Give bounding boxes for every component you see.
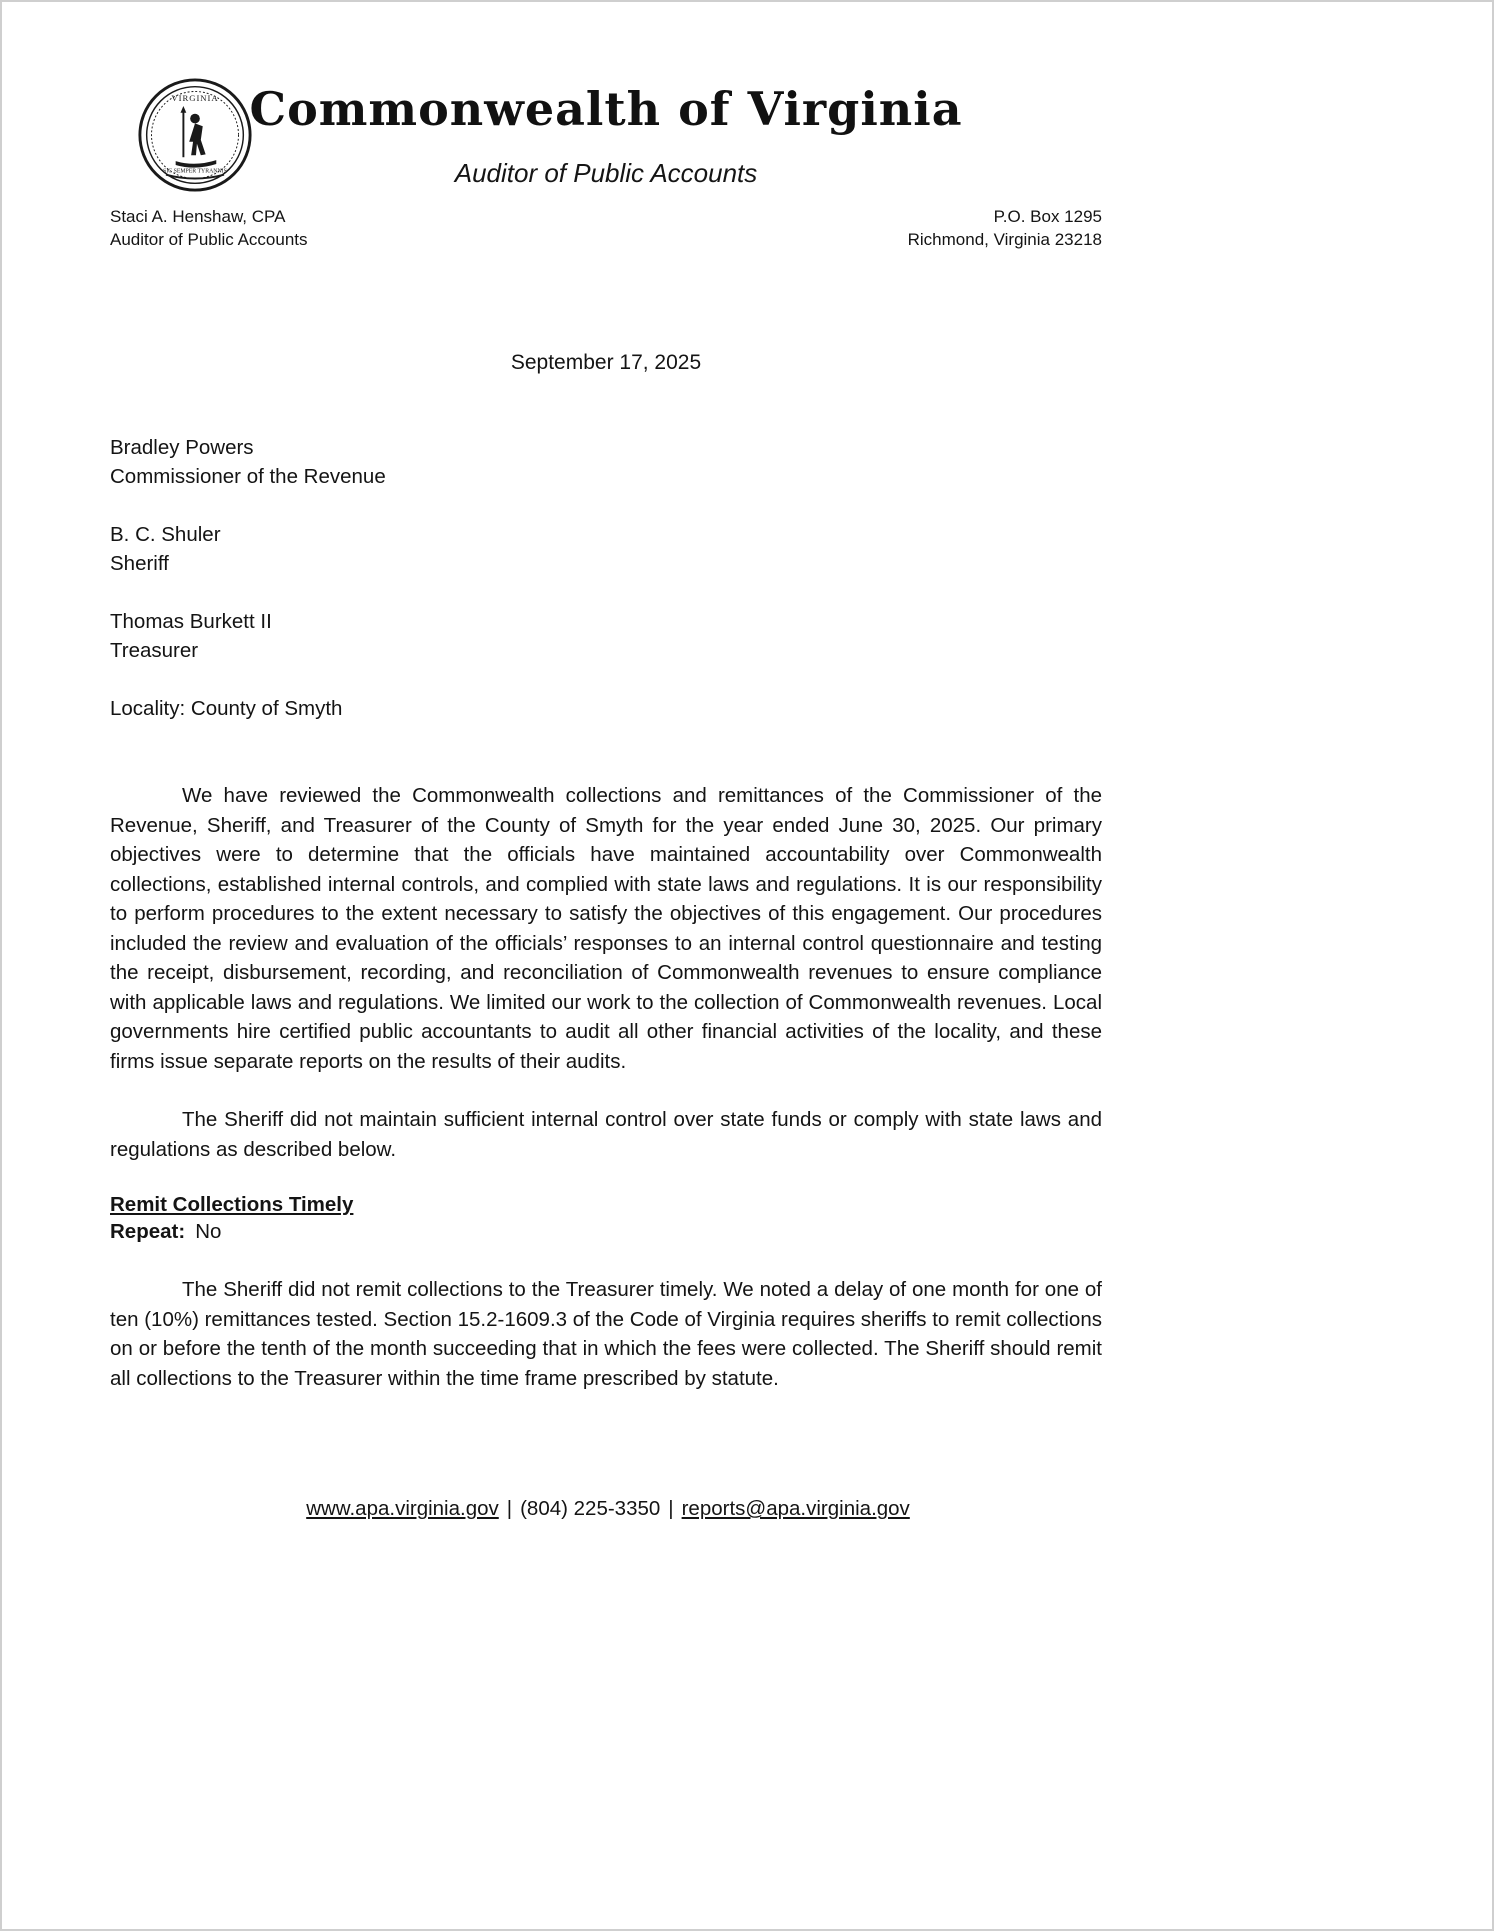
svg-text:VIRGINIA: VIRGINIA (171, 93, 219, 104)
phone-number: (804) 225-3350 (520, 1497, 661, 1520)
recipient-name: Bradley Powers (110, 436, 254, 459)
recipient-block (110, 520, 1102, 578)
letterhead-contacts (110, 205, 1102, 251)
recipient-block (110, 607, 1102, 665)
body-paragraph-3: The Sheriff did not remit collections to the Treasurer timely. We noted a delay of one month for one of ten (10%) remittances tested. Section 15.2-1609.3 of the Code of Virginia requires sheriffs to remit collections on or before the tenth of the month succeeding that in which the fees were collected. The Sheriff should remit all collections to the Treasurer within the time frame prescribed by statute. (110, 1278, 1102, 1390)
footer-separator: | (506, 1497, 513, 1520)
letter-date: September 17, 2025 (510, 351, 702, 374)
recipient-title: Treasurer (110, 639, 199, 662)
recipient-name: Thomas Burkett II (110, 610, 272, 633)
svg-text:SIC SEMPER TYRANNIS: SIC SEMPER TYRANNIS (163, 168, 227, 175)
recipient-title: Commissioner of the Revenue (110, 465, 386, 488)
email-link[interactable]: reports@apa.virginia.gov (681, 1497, 910, 1520)
repeat-line (110, 1217, 1102, 1246)
finding-heading: Remit Collections Timely (110, 1193, 354, 1216)
body-paragraph-2: The Sheriff did not maintain sufficient internal control over state funds or comply with state laws and regulations as described below. (110, 1108, 1102, 1161)
recipient-name: B. C. Shuler (110, 523, 221, 546)
repeat-value: No (195, 1220, 222, 1243)
auditor-name: Staci A. Henshaw, CPA (110, 207, 286, 226)
footer-separator: | (668, 1497, 674, 1520)
body-paragraph-1: We have reviewed the Commonwealth collections and remittances of the Commissioner of the Revenue, Sheriff, and Treasurer of the County of Smyth for the year ended June 30, 2025. Our primary objectives were to determine that the officials have maintained accountability over Commonwealth collections, established internal controls, and complied with state laws and regulations. It is our responsibility to perform procedures to the extent necessary to satisfy the objectives of this engagement. Our procedures included the review and evaluation of the officials’ responses to an internal control questionnaire and testing the receipt, disbursement, recording, and reconciliation of Commonwealth revenues to ensure compliance with applicable laws and regulations. We limited our work to the collection of Commonwealth revenues. Local governments hire certified public accountants to audit all other financial activities of the locality, and these firms issue separate reports on the results of their audits. (110, 784, 1102, 1073)
address-block (908, 205, 1102, 251)
recipient-title: Sheriff (110, 552, 169, 575)
organization-title: Commonwealth of Virginia (249, 82, 963, 136)
recipients-list (110, 433, 1102, 723)
auditor-name-block (110, 205, 308, 251)
auditor-title: Auditor of Public Accounts (110, 230, 308, 249)
repeat-label: Repeat: (110, 1220, 186, 1243)
po-box: P.O. Box 1295 (993, 207, 1102, 226)
locality-line: Locality: County of Smyth (110, 697, 343, 720)
organization-subtitle: Auditor of Public Accounts (454, 158, 758, 188)
website-link[interactable]: www.apa.virginia.gov (306, 1497, 499, 1520)
virginia-state-seal-icon (137, 74, 253, 196)
letterhead (110, 70, 1102, 251)
letter-content (2, 2, 1492, 1393)
city-state-zip: Richmond, Virginia 23218 (907, 230, 1102, 249)
recipient-block (110, 433, 1102, 491)
page-footer (110, 1497, 1106, 1521)
